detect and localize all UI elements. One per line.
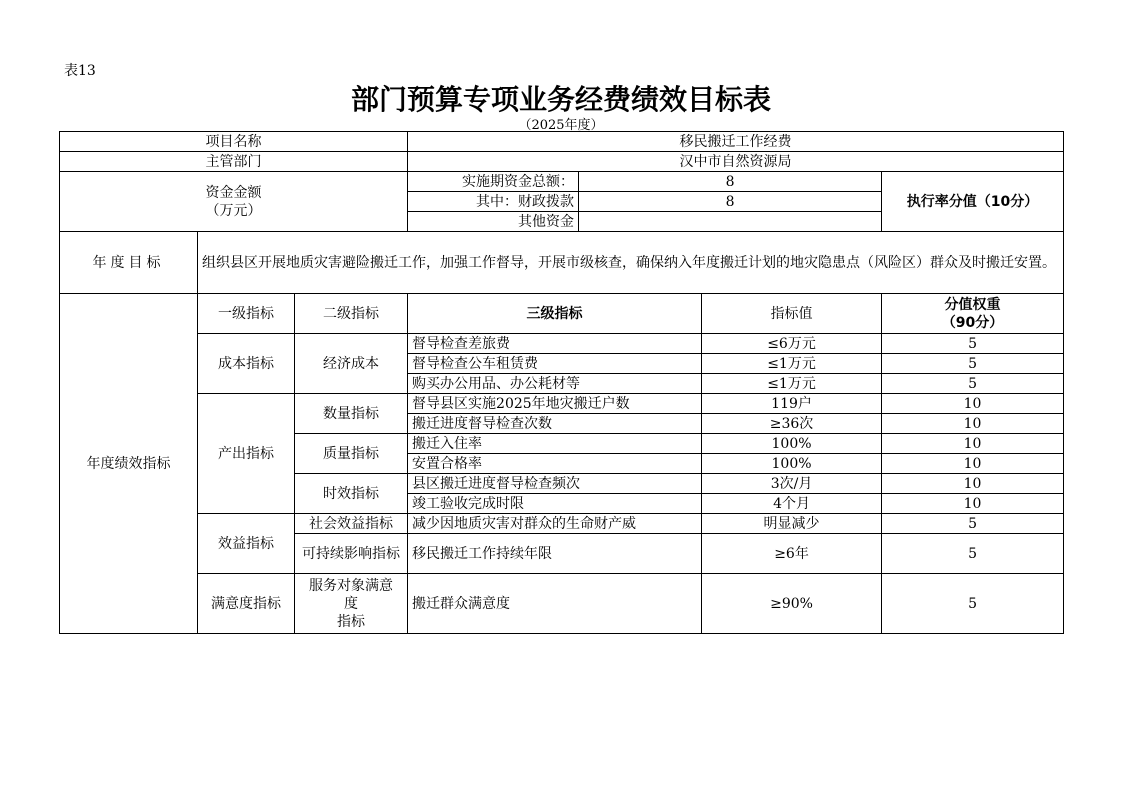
indicator-name: 搬迁入住率 bbox=[408, 434, 702, 454]
indicator-value: ≤1万元 bbox=[702, 354, 882, 374]
page-title: 部门预算专项业务经费绩效目标表 bbox=[350, 83, 771, 116]
indicator-weight: 5 bbox=[882, 374, 1064, 394]
indicator-name: 安置合格率 bbox=[408, 454, 702, 474]
indicator-weight: 10 bbox=[882, 434, 1064, 454]
group-cost: 成本指标 bbox=[198, 334, 295, 394]
subgroup-sustainability: 可持续影响指标 bbox=[295, 534, 408, 574]
other-funds-label: 其他资金 bbox=[408, 212, 579, 232]
funds-total-row bbox=[60, 172, 1064, 192]
fiscal-year: （2025年度） bbox=[518, 118, 604, 133]
annual-indicators-label: 年度绩效指标 bbox=[60, 294, 198, 634]
subgroup-service-satisfaction bbox=[295, 574, 408, 634]
subgroup-economic-cost: 经济成本 bbox=[295, 334, 408, 394]
indicator-weight: 10 bbox=[882, 454, 1064, 474]
indicator-name: 搬迁进度督导检查次数 bbox=[408, 414, 702, 434]
indicator-header-row bbox=[60, 294, 1064, 334]
indicator-weight: 10 bbox=[882, 394, 1064, 414]
indicator-name: 竣工验收完成时限 bbox=[408, 494, 702, 514]
project-label: 项目名称 bbox=[60, 132, 408, 152]
indicator-weight: 5 bbox=[882, 574, 1064, 634]
dept-row bbox=[60, 152, 1064, 172]
fiscal-funds-value: 8 bbox=[579, 192, 882, 212]
indicator-weight: 5 bbox=[882, 354, 1064, 374]
header-weight-line1: 分值权重 bbox=[944, 296, 1001, 313]
total-funds-label: 实施期资金总额： bbox=[408, 172, 579, 192]
indicator-weight: 10 bbox=[882, 494, 1064, 514]
project-value: 移民搬迁工作经费 bbox=[408, 132, 1064, 152]
header-level2: 二级指标 bbox=[295, 294, 408, 334]
table-number: 表13 bbox=[64, 63, 96, 79]
funds-label bbox=[60, 172, 408, 232]
indicator-value: 3次/月 bbox=[702, 474, 882, 494]
indicator-name: 督导县区实施2025年地灾搬迁户数 bbox=[408, 394, 702, 414]
header-level1: 一级指标 bbox=[198, 294, 295, 334]
exec-rate-score: 执行率分值（10分） bbox=[882, 172, 1064, 232]
satisfaction-sub-line2: 度 bbox=[344, 595, 359, 612]
indicator-weight: 5 bbox=[882, 534, 1064, 574]
header-level3: 三级指标 bbox=[408, 294, 702, 334]
indicator-name: 搬迁群众满意度 bbox=[408, 574, 702, 634]
annual-goal-text: 组织县区开展地质灾害避险搬迁工作，加强工作督导，开展市级核查，确保纳入年度搬迁计划的地灾隐患点（风险区）群众及时搬迁安置。 bbox=[198, 232, 1064, 294]
indicator-weight: 5 bbox=[882, 334, 1064, 354]
header-value: 指标值 bbox=[702, 294, 882, 334]
group-satisfaction: 满意度指标 bbox=[198, 574, 295, 634]
table-row bbox=[60, 394, 1064, 414]
header-weight-line2: （90分） bbox=[941, 314, 1004, 331]
indicator-name: 督导检查公车租赁费 bbox=[408, 354, 702, 374]
indicator-value: ≥90% bbox=[702, 574, 882, 634]
indicator-name: 减少因地质灾害对群众的生命财产威 bbox=[408, 514, 702, 534]
other-funds-value bbox=[579, 212, 882, 232]
annual-goal-label: 年度目标 bbox=[60, 232, 198, 294]
total-funds-value: 8 bbox=[579, 172, 882, 192]
indicator-value: ≥6年 bbox=[702, 534, 882, 574]
project-row bbox=[60, 132, 1064, 152]
indicator-name: 购买办公用品、办公耗材等 bbox=[408, 374, 702, 394]
subgroup-timeliness: 时效指标 bbox=[295, 474, 408, 514]
satisfaction-sub-line1: 服务对象满意 bbox=[309, 577, 394, 594]
indicator-name: 县区搬迁进度督导检查频次 bbox=[408, 474, 702, 494]
indicator-value: 100% bbox=[702, 454, 882, 474]
funds-label-line2: （万元） bbox=[205, 202, 262, 219]
satisfaction-sub-line3: 指标 bbox=[337, 613, 366, 630]
indicator-weight: 5 bbox=[882, 514, 1064, 534]
indicator-weight: 10 bbox=[882, 474, 1064, 494]
indicator-value: ≤1万元 bbox=[702, 374, 882, 394]
indicator-value: 100% bbox=[702, 434, 882, 454]
fiscal-funds-label: 其中：财政拨款 bbox=[408, 192, 579, 212]
performance-target-table bbox=[59, 131, 1064, 634]
group-benefit: 效益指标 bbox=[198, 514, 295, 574]
indicator-name: 移民搬迁工作持续年限 bbox=[408, 534, 702, 574]
header-weight bbox=[882, 294, 1064, 334]
dept-label: 主管部门 bbox=[60, 152, 408, 172]
indicator-value: ≤6万元 bbox=[702, 334, 882, 354]
table-row bbox=[60, 574, 1064, 634]
subgroup-social: 社会效益指标 bbox=[295, 514, 408, 534]
funds-label-line1: 资金金额 bbox=[205, 184, 262, 201]
indicator-value: 4个月 bbox=[702, 494, 882, 514]
dept-value: 汉中市自然资源局 bbox=[408, 152, 1064, 172]
indicator-name: 督导检查差旅费 bbox=[408, 334, 702, 354]
subgroup-quantity: 数量指标 bbox=[295, 394, 408, 434]
table-row bbox=[60, 514, 1064, 534]
table-row bbox=[60, 334, 1064, 354]
annual-goal-row bbox=[60, 232, 1064, 294]
indicator-weight: 10 bbox=[882, 414, 1064, 434]
indicator-value: 明显减少 bbox=[702, 514, 882, 534]
group-output: 产出指标 bbox=[198, 394, 295, 514]
subgroup-quality: 质量指标 bbox=[295, 434, 408, 474]
indicator-value: 119户 bbox=[702, 394, 882, 414]
indicator-value: ≥36次 bbox=[702, 414, 882, 434]
